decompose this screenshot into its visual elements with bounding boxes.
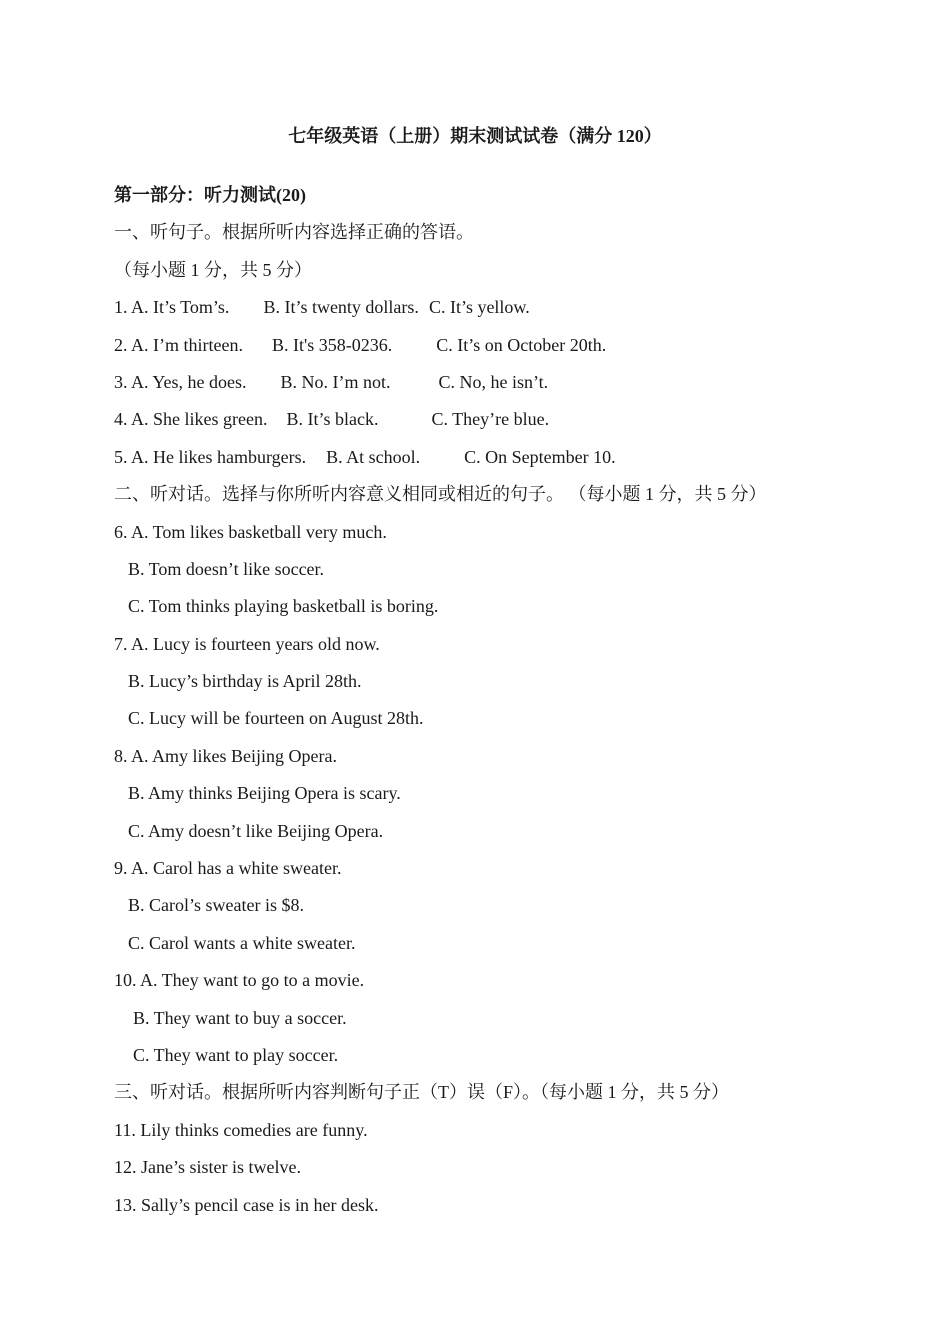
option-c: C. They’re blue. bbox=[431, 409, 550, 430]
part1-heading: 第一部分：听力测试(20) bbox=[114, 185, 306, 205]
option-b: B. No. I’m not. bbox=[280, 371, 391, 392]
option-a: 10. A. They want to go to a movie. bbox=[114, 970, 365, 991]
section1-instruction: 一、听句子。根据所听内容选择正确的答语。 bbox=[114, 222, 474, 243]
option-b: B. Amy thinks Beijing Opera is scary. bbox=[128, 783, 401, 804]
question-row bbox=[114, 439, 854, 476]
option-c: C. On September 10. bbox=[464, 446, 616, 467]
option-c: C. Tom thinks playing basketball is boring. bbox=[128, 596, 439, 617]
option-a: 7. A. Lucy is fourteen years old now. bbox=[114, 633, 380, 654]
listening-part bbox=[114, 177, 854, 1224]
option-b: B. It’s twenty dollars. bbox=[263, 297, 419, 318]
option-a: 4. A. She likes green. bbox=[114, 409, 268, 430]
option-a: 3. A. Yes, he does. bbox=[114, 371, 247, 392]
option-b: B. Lucy’s birthday is April 28th. bbox=[128, 671, 362, 692]
option-a: 2. A. I’m thirteen. bbox=[114, 334, 243, 355]
question-row bbox=[114, 401, 854, 438]
option-c: C. Amy doesn’t like Beijing Opera. bbox=[128, 820, 384, 841]
section1 bbox=[114, 214, 854, 476]
option-b: B. It’s black. bbox=[286, 409, 379, 430]
option-b: B. Carol’s sweater is $8. bbox=[128, 895, 304, 916]
question-row bbox=[114, 364, 854, 401]
statement: 11. Lily thinks comedies are funny. bbox=[114, 1119, 368, 1140]
section2 bbox=[114, 476, 854, 1074]
option-b: B. It's 358-0236. bbox=[271, 334, 393, 355]
section3 bbox=[114, 1074, 854, 1224]
statement: 13. Sally’s pencil case is in her desk. bbox=[114, 1194, 379, 1215]
option-a: 9. A. Carol has a white sweater. bbox=[114, 858, 342, 879]
option-c: C. Lucy will be fourteen on August 28th. bbox=[128, 708, 424, 729]
option-a: 6. A. Tom likes basketball very much. bbox=[114, 521, 387, 542]
option-a: 1. A. It’s Tom’s. bbox=[114, 297, 230, 318]
option-c: C. It’s on October 20th. bbox=[436, 334, 607, 355]
option-b: B. They want to buy a soccer. bbox=[133, 1007, 347, 1028]
option-c: C. Carol wants a white sweater. bbox=[128, 932, 356, 953]
section3-instruction: 三、听对话。根据所听内容判断句子正（T）误（F）。（每小题 1 分，共 5 分） bbox=[114, 1082, 730, 1103]
option-a: 5. A. He likes hamburgers. bbox=[114, 446, 307, 467]
option-c: C. No, he isn’t. bbox=[438, 371, 549, 392]
option-b: B. Tom doesn’t like soccer. bbox=[128, 558, 325, 579]
option-c: C. It’s yellow. bbox=[428, 297, 530, 318]
option-c: C. They want to play soccer. bbox=[133, 1044, 339, 1065]
section2-instruction: 二、听对话。选择与你所听内容意义相同或相近的句子。 （每小题 1 分，共 5 分） bbox=[114, 484, 767, 505]
question-row bbox=[114, 327, 854, 364]
section1-points: （每小题 1 分，共 5 分） bbox=[114, 259, 312, 280]
option-b: B. At school. bbox=[326, 446, 421, 467]
exam-title: 七年级英语（上册）期末测试试卷（满分 120） bbox=[288, 126, 662, 146]
statement: 12. Jane’s sister is twelve. bbox=[114, 1157, 301, 1178]
option-a: 8. A. Amy likes Beijing Opera. bbox=[114, 745, 337, 766]
question-row bbox=[114, 289, 854, 326]
